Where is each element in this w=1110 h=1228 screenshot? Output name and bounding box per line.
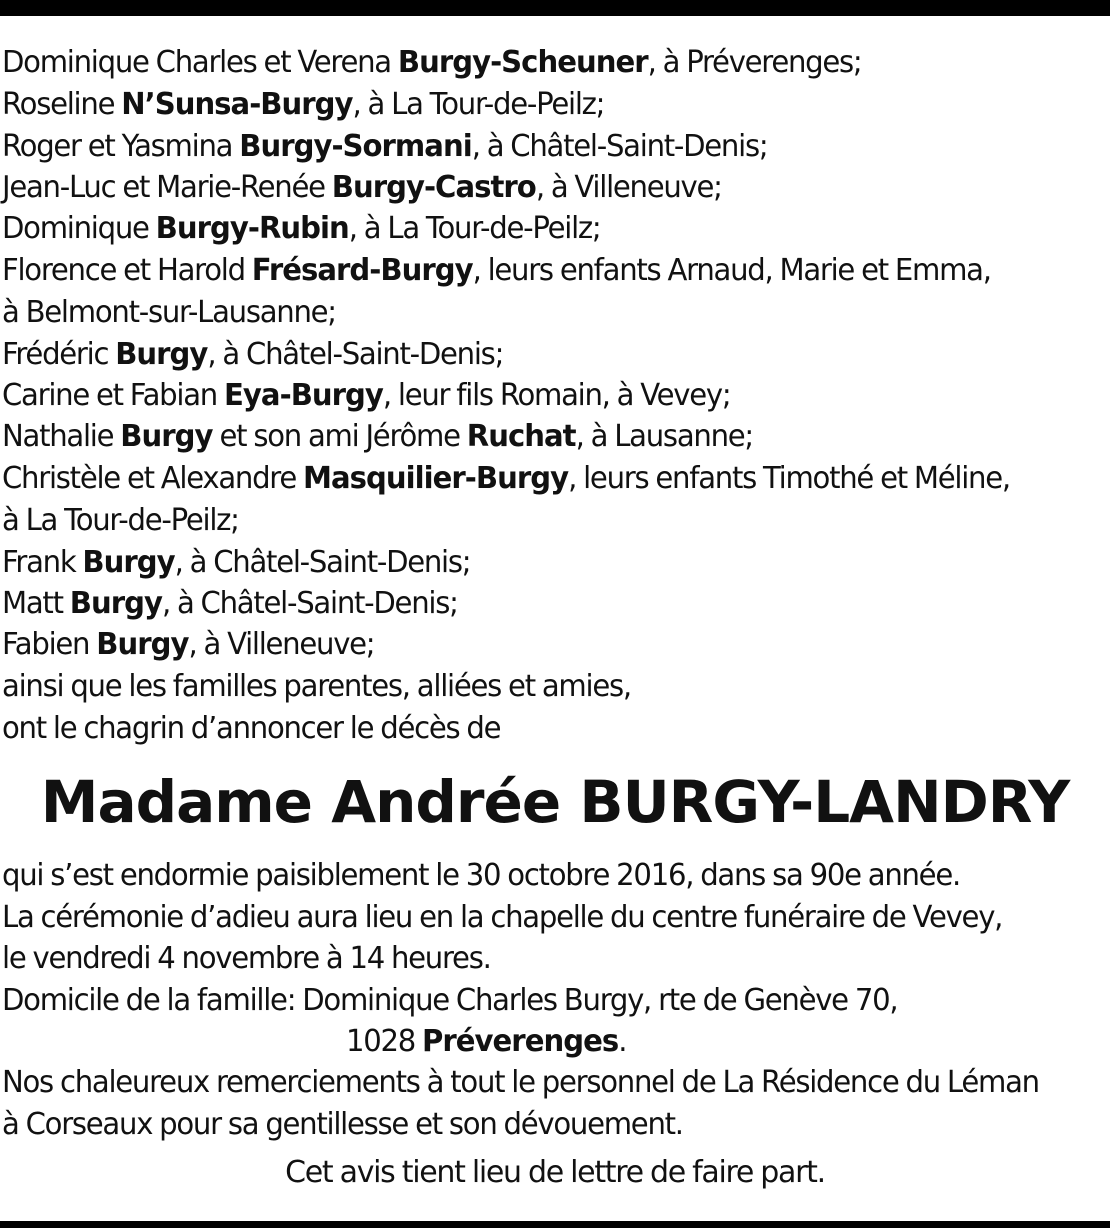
family-text: Jean-Luc et Marie-Renée xyxy=(2,170,332,205)
thanks-line: Nos chaleureux remerciements à tout le personnel de La Résidence du Léman xyxy=(2,1065,1039,1100)
family-surname: Burgy xyxy=(115,337,208,372)
family-text: à Belmont-sur-Lausanne; xyxy=(2,295,336,330)
details-line: le vendredi 4 novembre à 14 heures. xyxy=(2,941,491,976)
family-surname: N’Sunsa-Burgy xyxy=(121,87,353,122)
family-line xyxy=(2,208,600,250)
family-line xyxy=(2,292,336,334)
family-line xyxy=(2,583,458,625)
family-text: Florence et Harold xyxy=(2,253,252,288)
family-text: , leur fils Romain, à Vevey; xyxy=(382,378,731,413)
family-text: , à Villeneuve; xyxy=(535,170,722,205)
family-line xyxy=(2,542,470,584)
town: Préverenges xyxy=(422,1024,619,1059)
family-text: Fabien xyxy=(2,627,97,662)
bottom-rule xyxy=(0,1221,1110,1228)
family-line xyxy=(2,458,1010,500)
family-line xyxy=(2,334,503,376)
family-text: , à La Tour-de-Peilz; xyxy=(352,87,605,122)
family-surname: Burgy-Rubin xyxy=(155,211,349,246)
family-line xyxy=(2,500,239,542)
family-line xyxy=(2,416,753,458)
family-line xyxy=(2,250,991,292)
family-text: à La Tour-de-Peilz; xyxy=(2,503,239,538)
family-text: , à La Tour-de-Peilz; xyxy=(348,211,601,246)
details-line: qui s’est endormie paisiblement le 30 octobre 2016, dans sa 90e année. xyxy=(2,858,960,893)
family-text: Carine et Fabian xyxy=(2,378,225,413)
family-address-line: Domicile de la famille: Dominique Charles Burgy, rte de Genève 70, xyxy=(2,983,898,1018)
family-text: Matt xyxy=(2,586,70,621)
family-surname: Eya-Burgy xyxy=(224,378,383,413)
family-text: , à Châtel-Saint-Denis; xyxy=(174,545,471,580)
family-surname: Burgy xyxy=(69,586,162,621)
family-surname: Ruchat xyxy=(466,419,576,454)
family-text: , à Lausanne; xyxy=(575,419,753,454)
family-text: Frank xyxy=(2,545,83,580)
family-surname: Burgy xyxy=(82,545,175,580)
family-surname: Burgy xyxy=(96,627,189,662)
family-surname: Burgy-Castro xyxy=(331,170,536,205)
family-line xyxy=(2,126,767,168)
deceased-name: Madame Andrée BURGY-LANDRY xyxy=(40,768,1070,836)
family-text: Dominique xyxy=(2,211,156,246)
family-line xyxy=(2,167,722,209)
family-address-locality xyxy=(346,1021,626,1063)
family-text: Christèle et Alexandre xyxy=(2,461,304,496)
thanks-line: à Corseaux pour sa gentillesse et son dévouement. xyxy=(2,1107,683,1142)
family-surname: Burgy xyxy=(120,419,213,454)
family-surname: Burgy-Scheuner xyxy=(397,45,648,80)
announcement-line xyxy=(2,708,500,750)
family-line xyxy=(2,624,374,666)
top-rule xyxy=(0,0,1110,16)
family-surname: Frésard-Burgy xyxy=(251,253,473,288)
punctuation: . xyxy=(618,1024,627,1059)
family-text: , à Villeneuve; xyxy=(188,627,375,662)
family-line xyxy=(2,375,730,417)
closing-line: Cet avis tient lieu de lettre de faire part. xyxy=(285,1155,825,1190)
family-text: Frédéric xyxy=(2,337,116,372)
family-text: Roger et Yasmina xyxy=(2,129,240,164)
family-text: Roseline xyxy=(2,87,122,122)
family-line xyxy=(2,42,861,84)
family-surname: Masquilier-Burgy xyxy=(303,461,569,496)
family-text: Dominique Charles et Verena xyxy=(2,45,398,80)
family-text: , à Châtel-Saint-Denis; xyxy=(207,337,504,372)
family-text: , à Châtel-Saint-Denis; xyxy=(471,129,768,164)
family-text: , leurs enfants Arnaud, Marie et Emma, xyxy=(472,253,991,288)
family-text: , leurs enfants Timothé et Méline, xyxy=(568,461,1010,496)
family-line xyxy=(2,84,604,126)
family-text: et son ami Jérôme xyxy=(212,419,467,454)
family-text: Nathalie xyxy=(2,419,121,454)
family-surname: Burgy-Sormani xyxy=(239,129,472,164)
family-text: , à Châtel-Saint-Denis; xyxy=(161,586,458,621)
postcode: 1028 xyxy=(346,1024,423,1059)
family-text: , à Préverenges; xyxy=(647,45,862,80)
family-line xyxy=(2,666,631,708)
family-text: ainsi que les familles parentes, alliées et amies, xyxy=(2,669,631,704)
details-line: La cérémonie d’adieu aura lieu en la chapelle du centre funéraire de Vevey, xyxy=(2,900,1003,935)
family-text: ont le chagrin d’annoncer le décès de xyxy=(2,711,501,746)
